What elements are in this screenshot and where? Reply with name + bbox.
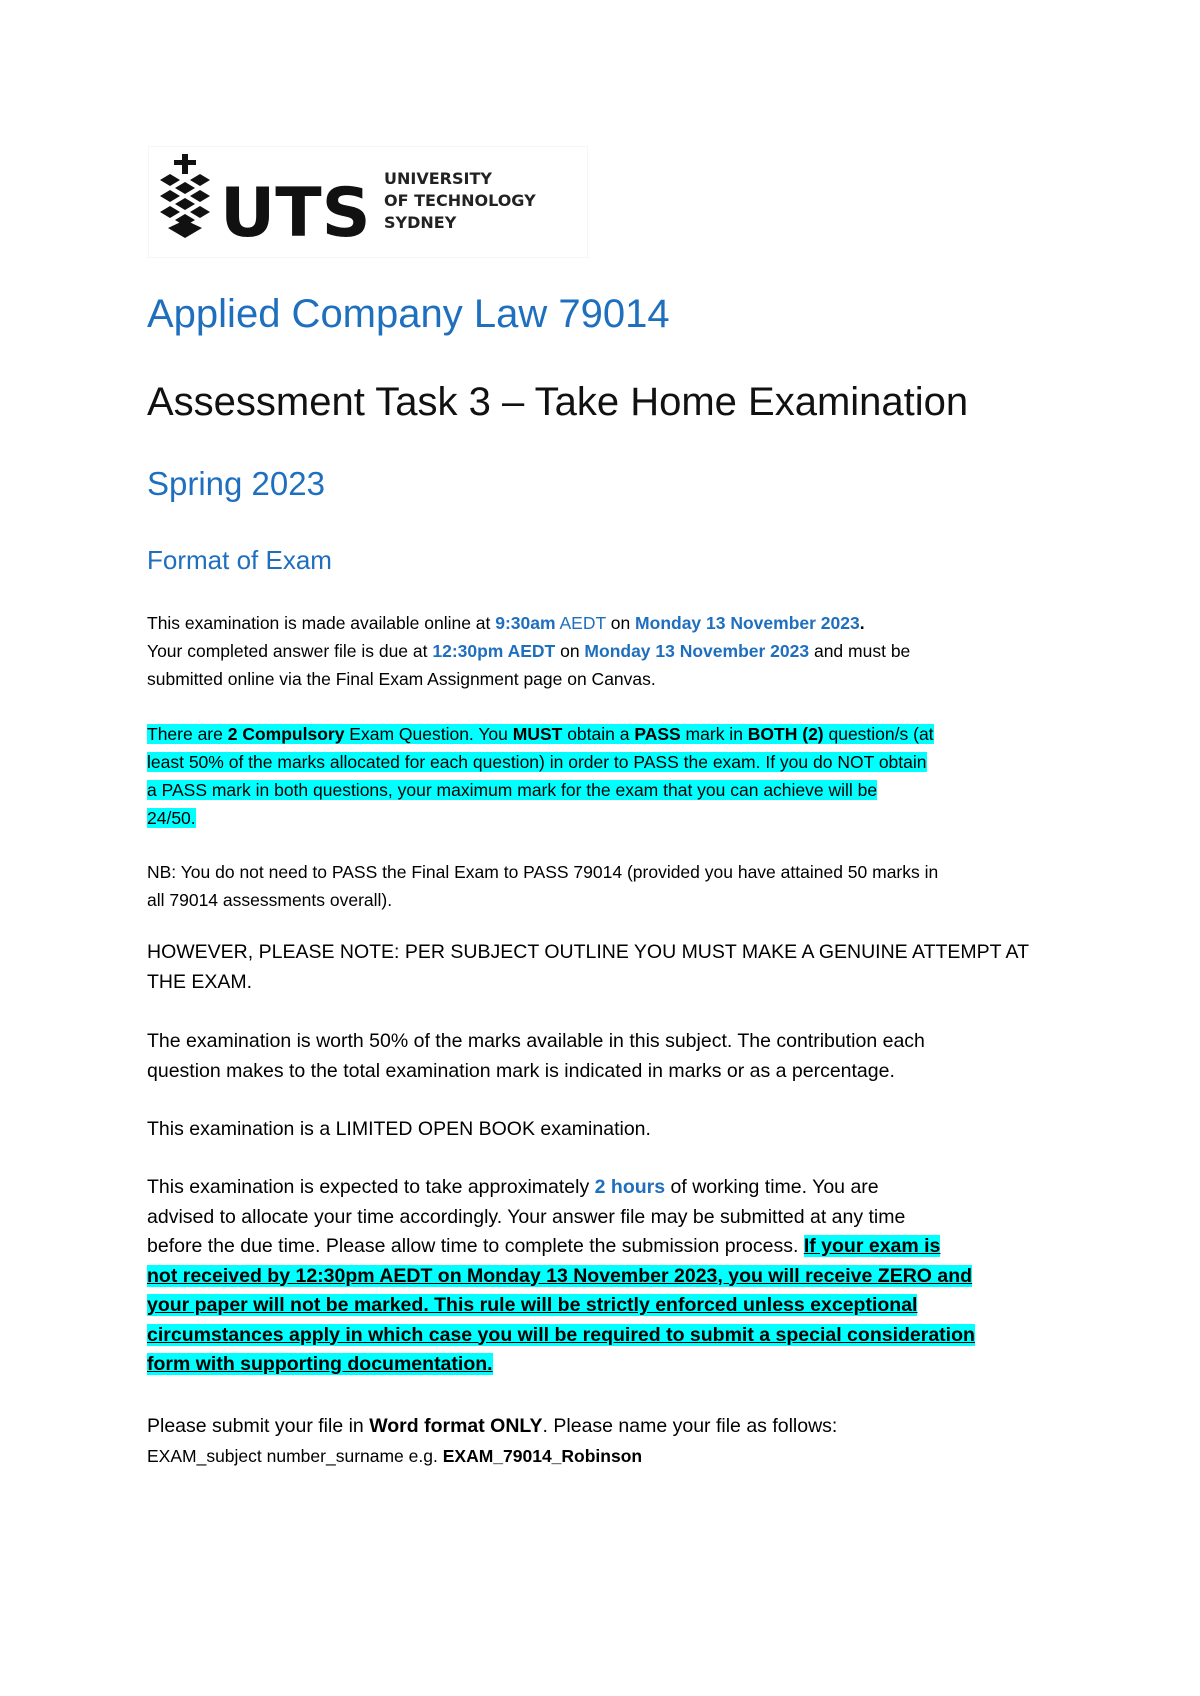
open-book-statement: This examination is a LIMITED OPEN BOOK examination.: [147, 1118, 651, 1140]
worth-paragraph: [147, 1027, 1067, 1086]
submit-line-2: EXAM_subject number_surname e.g. EXAM_79014_Robinson: [147, 1445, 643, 1466]
format-heading: Format of Exam: [147, 545, 332, 575]
submit-line-1: Please submit your file in Word format ONLY. Please name your file as follows:: [147, 1415, 838, 1437]
availability-paragraph: [147, 609, 1067, 693]
course-title: Applied Company Law 79014: [147, 292, 670, 336]
time-line-2: advised to allocate your time accordingly. Your answer file may be submitted at any time: [147, 1205, 906, 1228]
logo-line-of-technology: OF TECHNOLOGY: [384, 191, 536, 210]
compulsory-line-3: a PASS mark in both questions, your maximum mark for the exam that you can achieve will be: [147, 780, 878, 800]
worth-line-2: question makes to the total examination mark is indicated in marks or as a percentage.: [147, 1059, 895, 1082]
compulsory-line-1: There are 2 Compulsory Exam Question. You MUST obtain a PASS mark in BOTH (2) question/s (at: [147, 724, 934, 744]
time-paragraph: [147, 1173, 1067, 1380]
availability-line-1: This examination is made available online at 9:30am AEDT on Monday 13 November 2023.: [147, 613, 865, 633]
submit-paragraph: [147, 1412, 1067, 1470]
however-line-2: THE EXAM.: [147, 970, 253, 993]
however-paragraph: [147, 938, 1067, 997]
nb-line-2: all 79014 assessments overall).: [147, 890, 393, 910]
worth-line-1: The examination is worth 50% of the marks available in this subject. The contribution each: [147, 1030, 925, 1052]
session-heading: Spring 2023: [147, 465, 325, 502]
time-line-7: form with supporting documentation.: [147, 1353, 493, 1375]
assessment-title: Assessment Task 3 – Take Home Examination: [147, 380, 969, 424]
time-line-6: circumstances apply in which case you will be required to submit a special consideration: [147, 1323, 975, 1346]
time-line-4: not received by 12:30pm AEDT on Monday 13 November 2023, you will receive ZERO and: [147, 1264, 973, 1287]
time-line-1: This examination is expected to take approximately 2 hours of working time. You are: [147, 1176, 879, 1198]
nb-paragraph: [147, 858, 1067, 914]
time-line-5: your paper will not be marked. This rule will be strictly enforced unless exceptional: [147, 1294, 918, 1316]
uts-logo: [148, 146, 588, 258]
compulsory-line-2: least 50% of the marks allocated for each question) in order to PASS the exam. If you do NOT obtain: [147, 752, 927, 772]
logo-line-sydney: SYDNEY: [384, 213, 457, 232]
logo-line-university: UNIVERSITY: [384, 169, 492, 188]
uts-wordmark: UTS: [220, 174, 371, 253]
nb-line-1: NB: You do not need to PASS the Final Exam to PASS 79014 (provided you have attained 50 marks in: [147, 862, 939, 882]
however-line-1: HOWEVER, PLEASE NOTE: PER SUBJECT OUTLINE YOU MUST MAKE A GENUINE ATTEMPT AT: [147, 941, 1030, 963]
uts-logo-graphic: [148, 146, 588, 258]
compulsory-line-4: 24/50.: [147, 808, 196, 828]
compulsory-paragraph: [147, 720, 1067, 832]
availability-line-2: Your completed answer file is due at 12:30pm AEDT on Monday 13 November 2023 and must be: [147, 641, 911, 661]
availability-line-3: submitted online via the Final Exam Assignment page on Canvas.: [147, 669, 656, 689]
time-line-3: before the due time. Please allow time to complete the submission process. If your exam is: [147, 1235, 941, 1257]
